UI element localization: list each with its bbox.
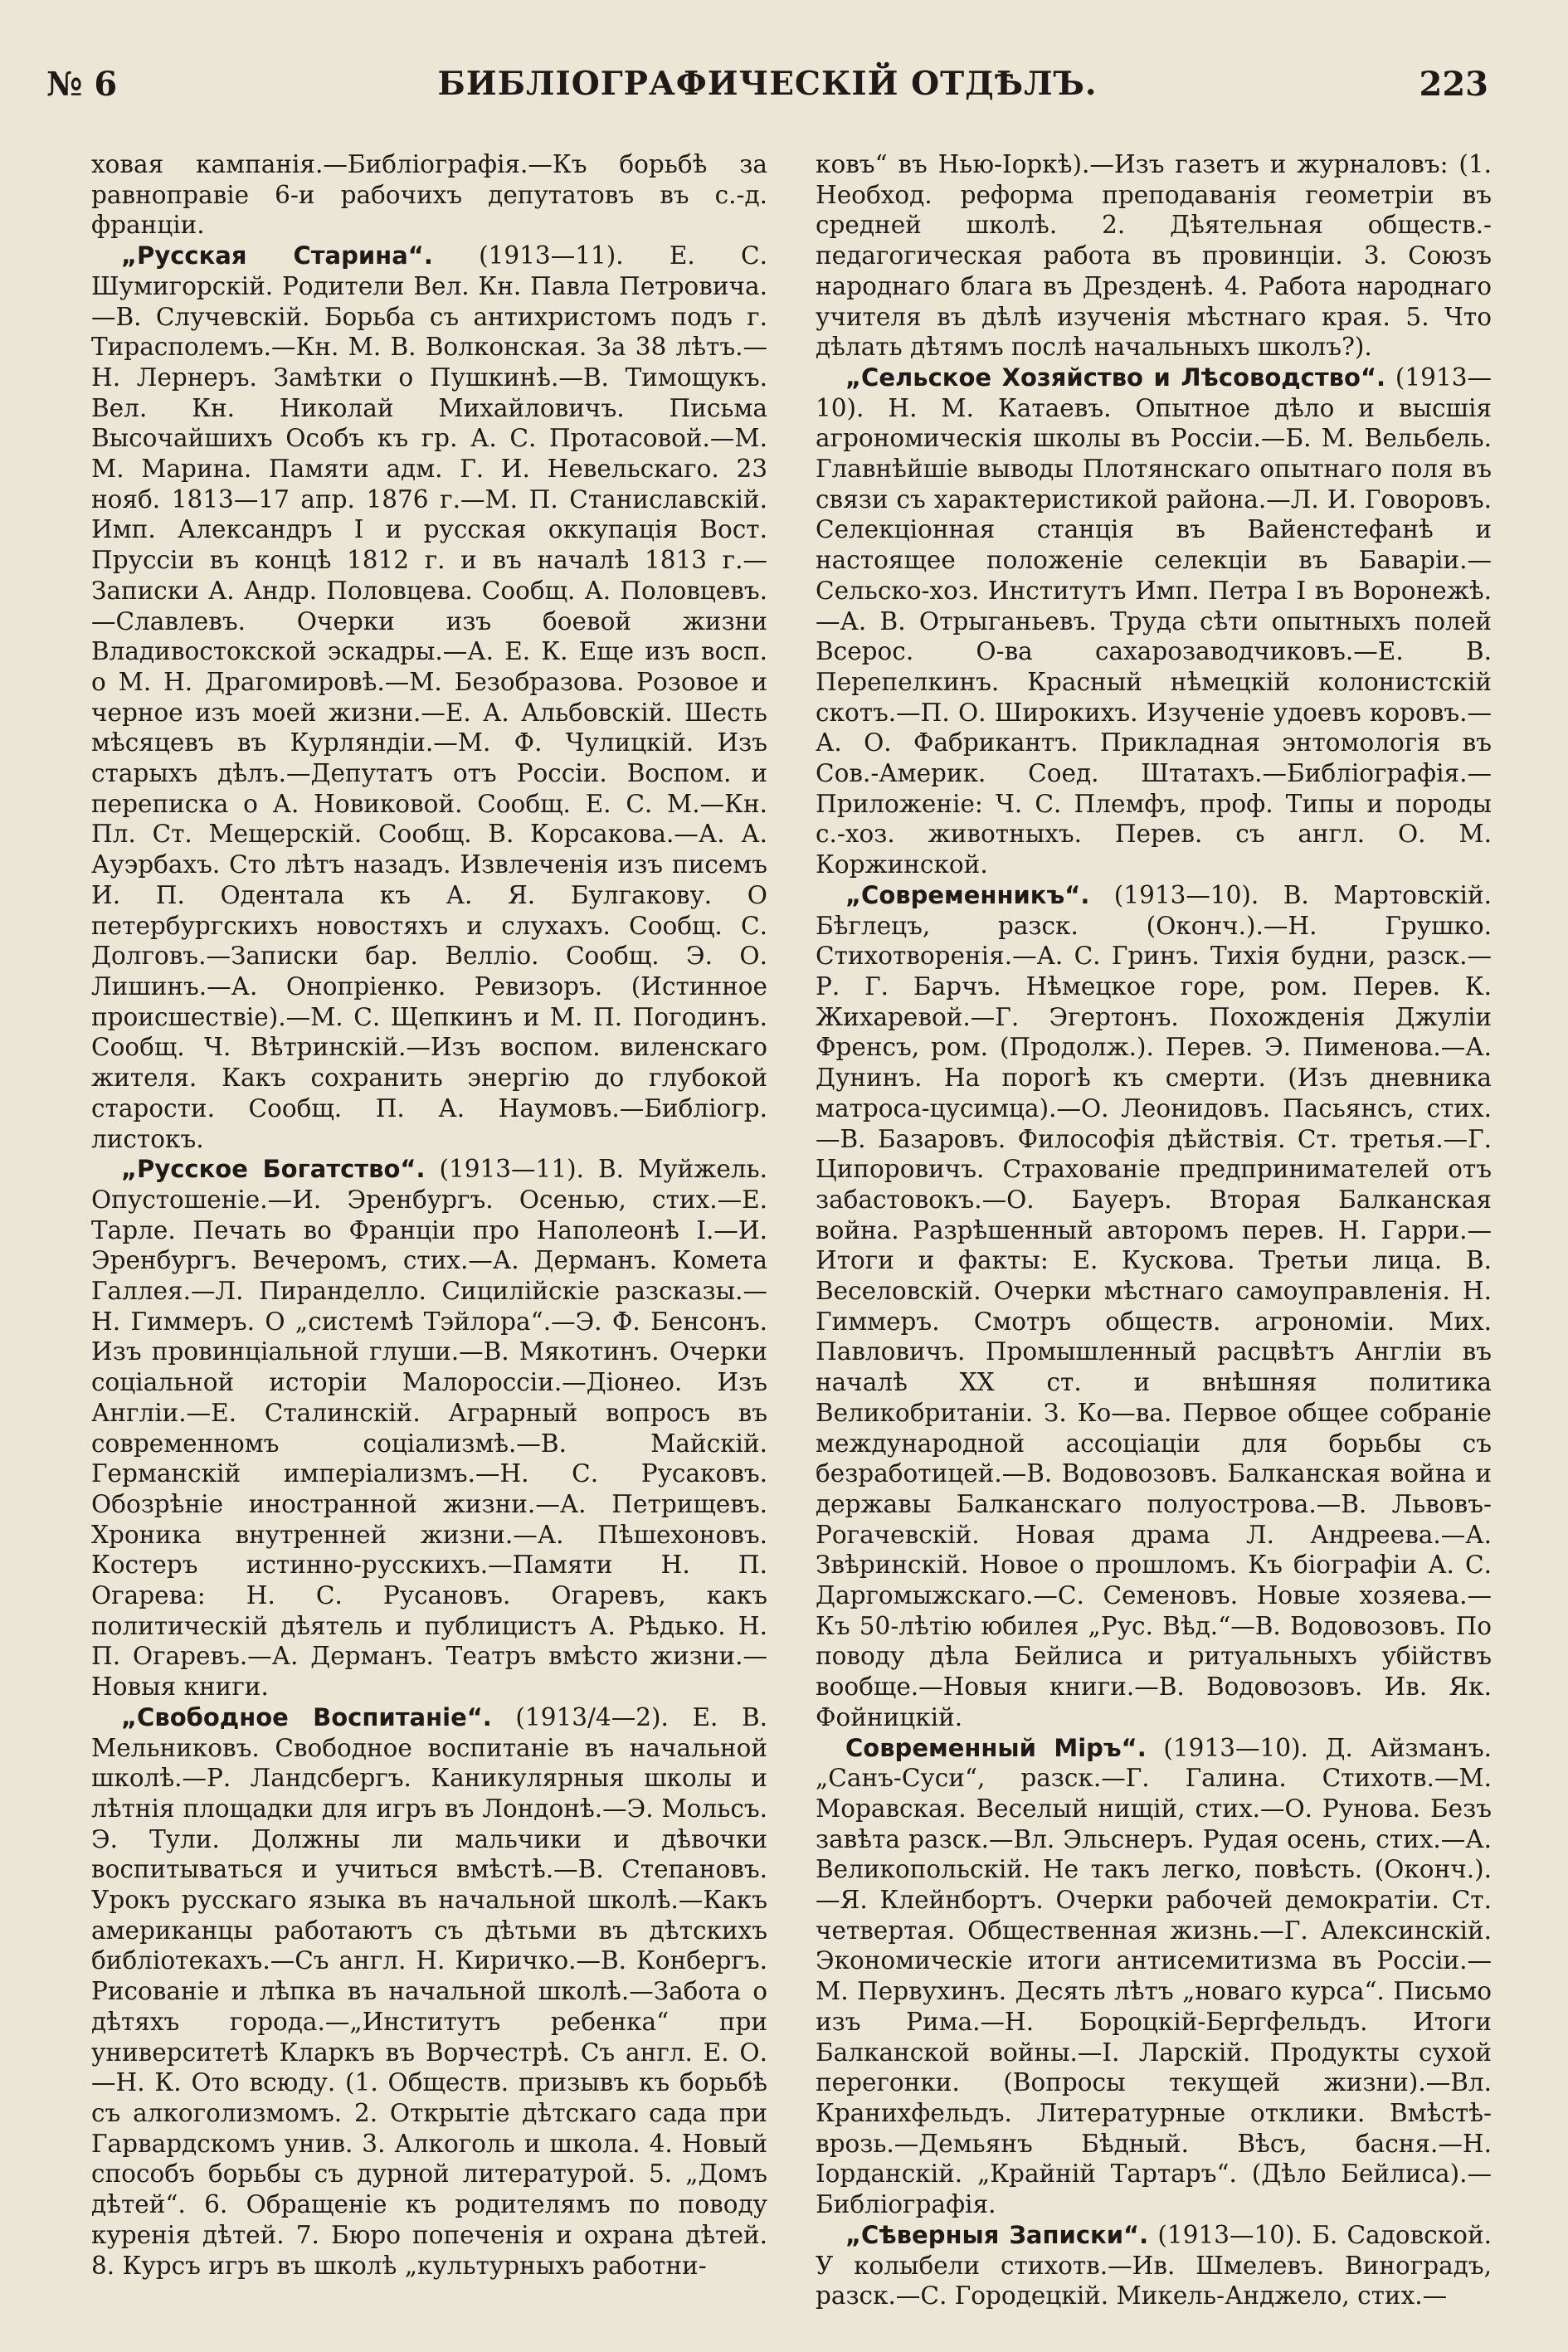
page-header [46, 65, 1488, 111]
journal-title: „Свободное Воспитаніе“. [121, 1702, 492, 1731]
issue-number: № 6 [46, 65, 118, 104]
entry-severnye-zapiski: „Сѣверныя Записки“. (1913—10). Б. Садовской. У колыбели стихотв.—Ив. Шмелевъ. Виноградъ, разск.—С. Городецкій. Микель-Анджело, стих.— [816, 2220, 1492, 2311]
journal-title: „Русская Старина“. [121, 241, 433, 270]
page-number: 223 [1419, 65, 1488, 104]
journal-title: Современный Міръ“. [845, 1733, 1147, 1762]
journal-title: „Сельское Хозяйство и Лѣсоводство“. [845, 363, 1386, 392]
entry-russkoe-bogatstvo: „Русское Богатство“. (1913—11). В. Муйжель. Опустошеніе.—И. Эренбургъ. Осенью, стих.—Е. Тарле. Печать во Франціи про Наполеонѣ I.—И. Эренбургъ. Вечеромъ, стих.—А. Дерманъ. Комета Галлея.—Л. Пиранделло. Сицилійскіе разсказы.—Н. Гиммеръ. О „системѣ Тэйлора“.—Э. Ф. Бенсонъ. Изъ провинціальной глуши.—В. Мякотинъ. Очерки соціальной исторіи Малороссіи.—Діонео. Изъ Англіи.—Е. Сталинскій. Аграрный вопросъ въ современномъ соціализмѣ.—В. Майскій. Германскій имперіализмъ.—Н. С. Русаковъ. Обозрѣніе иностранной жизни.—А. Петрищевъ. Хроника внутренней жизни.—А. Пѣшехоновъ. Костеръ истинно-русскихъ.—Памяти Н. П. Огарева: Н. С. Русановъ. Огаревъ, какъ политическій дѣятель и публицистъ А. Рѣдько. Н. П. Огаревъ.—А. Дерманъ. Театръ вмѣсто жизни.—Новыя книги. [91, 1155, 767, 1702]
section-title: БИБЛІОГРАФИЧЕСКІЙ ОТДѢЛЪ. [437, 65, 1098, 103]
left-column [91, 149, 767, 2311]
entry-continuation: ховая кампанія.—Библіографія.—Къ борьбѣ за равноправіе 6-и рабочихъ депутатовъ въ с.-д. франціи. [91, 150, 767, 240]
journal-title: „Сѣверныя Записки“. [845, 2220, 1149, 2249]
entry-russkaya-starina: „Русская Старина“. (1913—11). Е. С. Шумигорскій. Родители Вел. Кн. Павла Петровича.—В. Случевскій. Борьба съ антихристомъ подъ г. Тирасполемъ.—Кн. М. В. Волконская. За 38 лѣтъ.—Н. Лернеръ. Замѣтки о Пушкинѣ.—В. Тимощукъ. Вел. Кн. Николай Михайловичъ. Письма Высочайшихъ Особъ къ гр. А. С. Протасовой.—М. М. Марина. Памяти адм. Г. И. Невельскаго. 23 нояб. 1813—17 апр. 1876 г.—М. П. Станиславскій. Имп. Александръ I и русская оккупація Вост. Пруссіи въ концѣ 1812 г. и въ началѣ 1813 г.—Записки А. Андр. Половцева. Сообщ. А. Половцевъ.—Славлевъ. Очерки изъ боевой жизни Владивостокской эскадры.—А. Е. К. Еще изъ восп. о М. Н. Драгомировѣ.—М. Безобразова. Розовое и черное изъ моей жизни.—Е. А. Альбовскій. Шесть мѣсяцевъ въ Курляндіи.—М. Ф. Чулицкій. Изъ старыхъ дѣлъ.—Депутатъ отъ Россіи. Воспом. и переписка о А. Новиковой. Сообщ. Е. С. М.—Кн. Пл. Ст. Мещерскій. Сообщ. В. Корсакова.—А. А. Ауэрбахъ. Сто лѣтъ назадъ. Извлеченія изъ писемъ И. П. Одентала къ А. Я. Булгакову. О петербургскихъ новостяхъ и слухахъ. Сообщ. С. Долговъ.—Записки бар. Велліо. Сообщ. Э. О. Лишинъ.—А. Онопріенко. Ревизоръ. (Истинное происшествіе).—М. С. Щепкинъ и М. П. Погодинъ. Сообщ. Ч. Вѣтринскій.—Изъ воспом. виленскаго жителя. Какъ сохранить энергію до глубокой старости. Сообщ. П. А. Наумовъ.—Библіогр. листокъ. [91, 241, 767, 1153]
journal-title: „Русское Богатство“. [121, 1155, 426, 1184]
right-column [816, 149, 1492, 2311]
entry-continuation: ковъ“ въ Нью-Іоркѣ).—Изъ газетъ и журналовъ: (1. Необход. реформа преподаванія геометріи въ средней школѣ. 2. Дѣятельная обществ.-педагогическая работа въ провинціи. 3. Союзъ народнаго блага въ Дрезденѣ. 4. Работа народнаго учителя въ дѣлѣ изученія мѣстнаго края. 5. Что дѣлать дѣтямъ послѣ начальныхъ школъ?). [816, 150, 1492, 362]
entry-sovremenny-mir: Современный Міръ“. (1913—10). Д. Айзманъ. „Санъ-Суси“, разск.—Г. Галина. Стихотв.—М. Моравская. Веселый нищій, стих.—О. Рунова. Безъ завѣта разск.—Вл. Эльснеръ. Рудая осень, стих.—А. Великопольскій. Не такъ легко, повѣсть. (Оконч.).—Я. Клейнбортъ. Очерки рабочей демократіи. Ст. четвертая. Общественная жизнь.—Г. Алексинскій. Экономическіе итоги антисемитизма въ Россіи.—М. Первухинъ. Десять лѣтъ „новаго курса“. Письмо изъ Рима.—Н. Бороцкій-Бергфельдъ. Итоги Балканской войны.—І. Ларскій. Продукты сухой перегонки. (Вопросы текущей жизни).—Вл. Кранихфельдъ. Литературные отклики. Вмѣстѣ-врозь.—Демьянъ Бѣдный. Вѣсъ, басня.—Н. Іорданскій. „Крайній Тартаръ“. (Дѣло Бейлиса).—Библіографія. [816, 1733, 1492, 2219]
journal-title: „Современникъ“. [845, 880, 1090, 909]
entry-sovremennik: „Современникъ“. (1913—10). В. Мартовскій. Бѣглецъ, разск. (Оконч.).—Н. Грушко. Стихотворенія.—А. С. Гринъ. Тихія будни, разск.—Р. Г. Барчъ. Нѣмецкое горе, ром. Перев. К. Жихаревой.—Г. Эгертонъ. Похожденія Джуліи Френсъ, ром. (Продолж.). Перев. Э. Пименова.—А. Дунинъ. На порогѣ къ смерти. (Изъ дневника матроса-цусимца).—О. Леонидовъ. Пасьянсъ, стих.—В. Базаровъ. Философія дѣйствія. Ст. третья.—Г. Ципоровичъ. Страхованіе предпринимателей отъ забастовокъ.—О. Бауеръ. Вторая Балканская война. Разрѣшенный авторомъ перев. Н. Гарри.—Итоги и факты: Е. Кускова. Третьи лица. В. Веселовскій. Очерки мѣстнаго самоуправленія. Н. Гиммеръ. Смотръ обществ. агрономіи. Мих. Павловичъ. Промышленный расцвѣтъ Англіи въ началѣ XX ст. и внѣшняя политика Великобританіи. З. Ко—ва. Первое общее собраніе международной ассоціаціи для борьбы съ безработицей.—В. Водовозовъ. Балканская война и державы Балканскаго полуострова.—В. Львовъ-Рогачевскій. Новая драма Л. Андреева.—А. Звѣринскій. Новое о прошломъ. Къ біографіи А. С. Даргомыжскаго.—С. Семеновъ. Новые хозяева.—Къ 50-лѣтію юбилея „Рус. Вѣд.“—В. Водовозовъ. По поводу дѣла Бейлиса и ритуальныхъ убійствъ вообще.—Новыя книги.—В. Водовозовъ. Ив. Як. Фойницкій. [816, 880, 1492, 1731]
entry-svobodnoe-vospitanie: „Свободное Воспитаніе“. (1913/4—2). Е. В. Мельниковъ. Свободное воспитаніе въ начальной школѣ.—Р. Ландсбергъ. Каникулярныя школы и лѣтнія площадки для игръ въ Лондонѣ.—Э. Мольсъ. Э. Тули. Должны ли мальчики и дѣвочки воспитываться и учиться вмѣстѣ.—В. Степановъ. Урокъ русскаго языка въ начальной школѣ.—Какъ американцы работаютъ съ дѣтьми въ дѣтскихъ библіотекахъ.—Съ англ. Н. Киричко.—В. Конбергъ. Рисованіе и лѣпка въ начальной школѣ.—Забота о дѣтяхъ города.—„Институтъ ребенка“ при университетѣ Кларкъ въ Ворчестрѣ. Съ англ. Е. О.—Н. К. Ото всюду. (1. Обществ. призывъ къ борьбѣ съ алкоголизмомъ. 2. Открытіе дѣтскаго сада при Гарвардскомъ унив. 3. Алкоголь и школа. 4. Новый способъ борьбы съ дурной литературой. 5. „Домъ дѣтей“. 6. Обращеніе къ родителямъ по поводу куренія дѣтей. 7. Бюро попеченія и охрана дѣтей. 8. Курсъ игръ въ школѣ „культурныхъ работни- [91, 1702, 768, 2280]
text-columns [91, 149, 1492, 2311]
entry-selskoe-khozyaistvo: „Сельское Хозяйство и Лѣсоводство“. (1913—10). Н. М. Катаевъ. Опытное дѣло и высшія агрономическія школы въ Россіи.—Б. М. Вельбель. Главнѣйшіе выводы Плотянскаго опытнаго поля въ связи съ характеристикой района.—Л. И. Говоровъ. Селекціонная станція въ Вайенстефанѣ и настоящее положеніе селекціи въ Баваріи.—Сельско-хоз. Институтъ Имп. Петра I въ Воронежѣ.—А. В. Отрыганьевъ. Труда сѣти опытныхъ полей Всерос. О-ва сахарозаводчиковъ.—Е. В. Перепелкинъ. Красный нѣмецкій колонистскій скотъ.—П. О. Широкихъ. Изученіе удоевъ коровъ.—А. О. Фабрикантъ. Прикладная энтомологія въ Сов.-Америк. Соед. Штатахъ.—Библіографія.—Приложеніе: Ч. С. Племфъ, проф. Типы и породы с.-хоз. животныхъ. Перев. съ англ. О. М. Коржинской. [816, 363, 1492, 879]
